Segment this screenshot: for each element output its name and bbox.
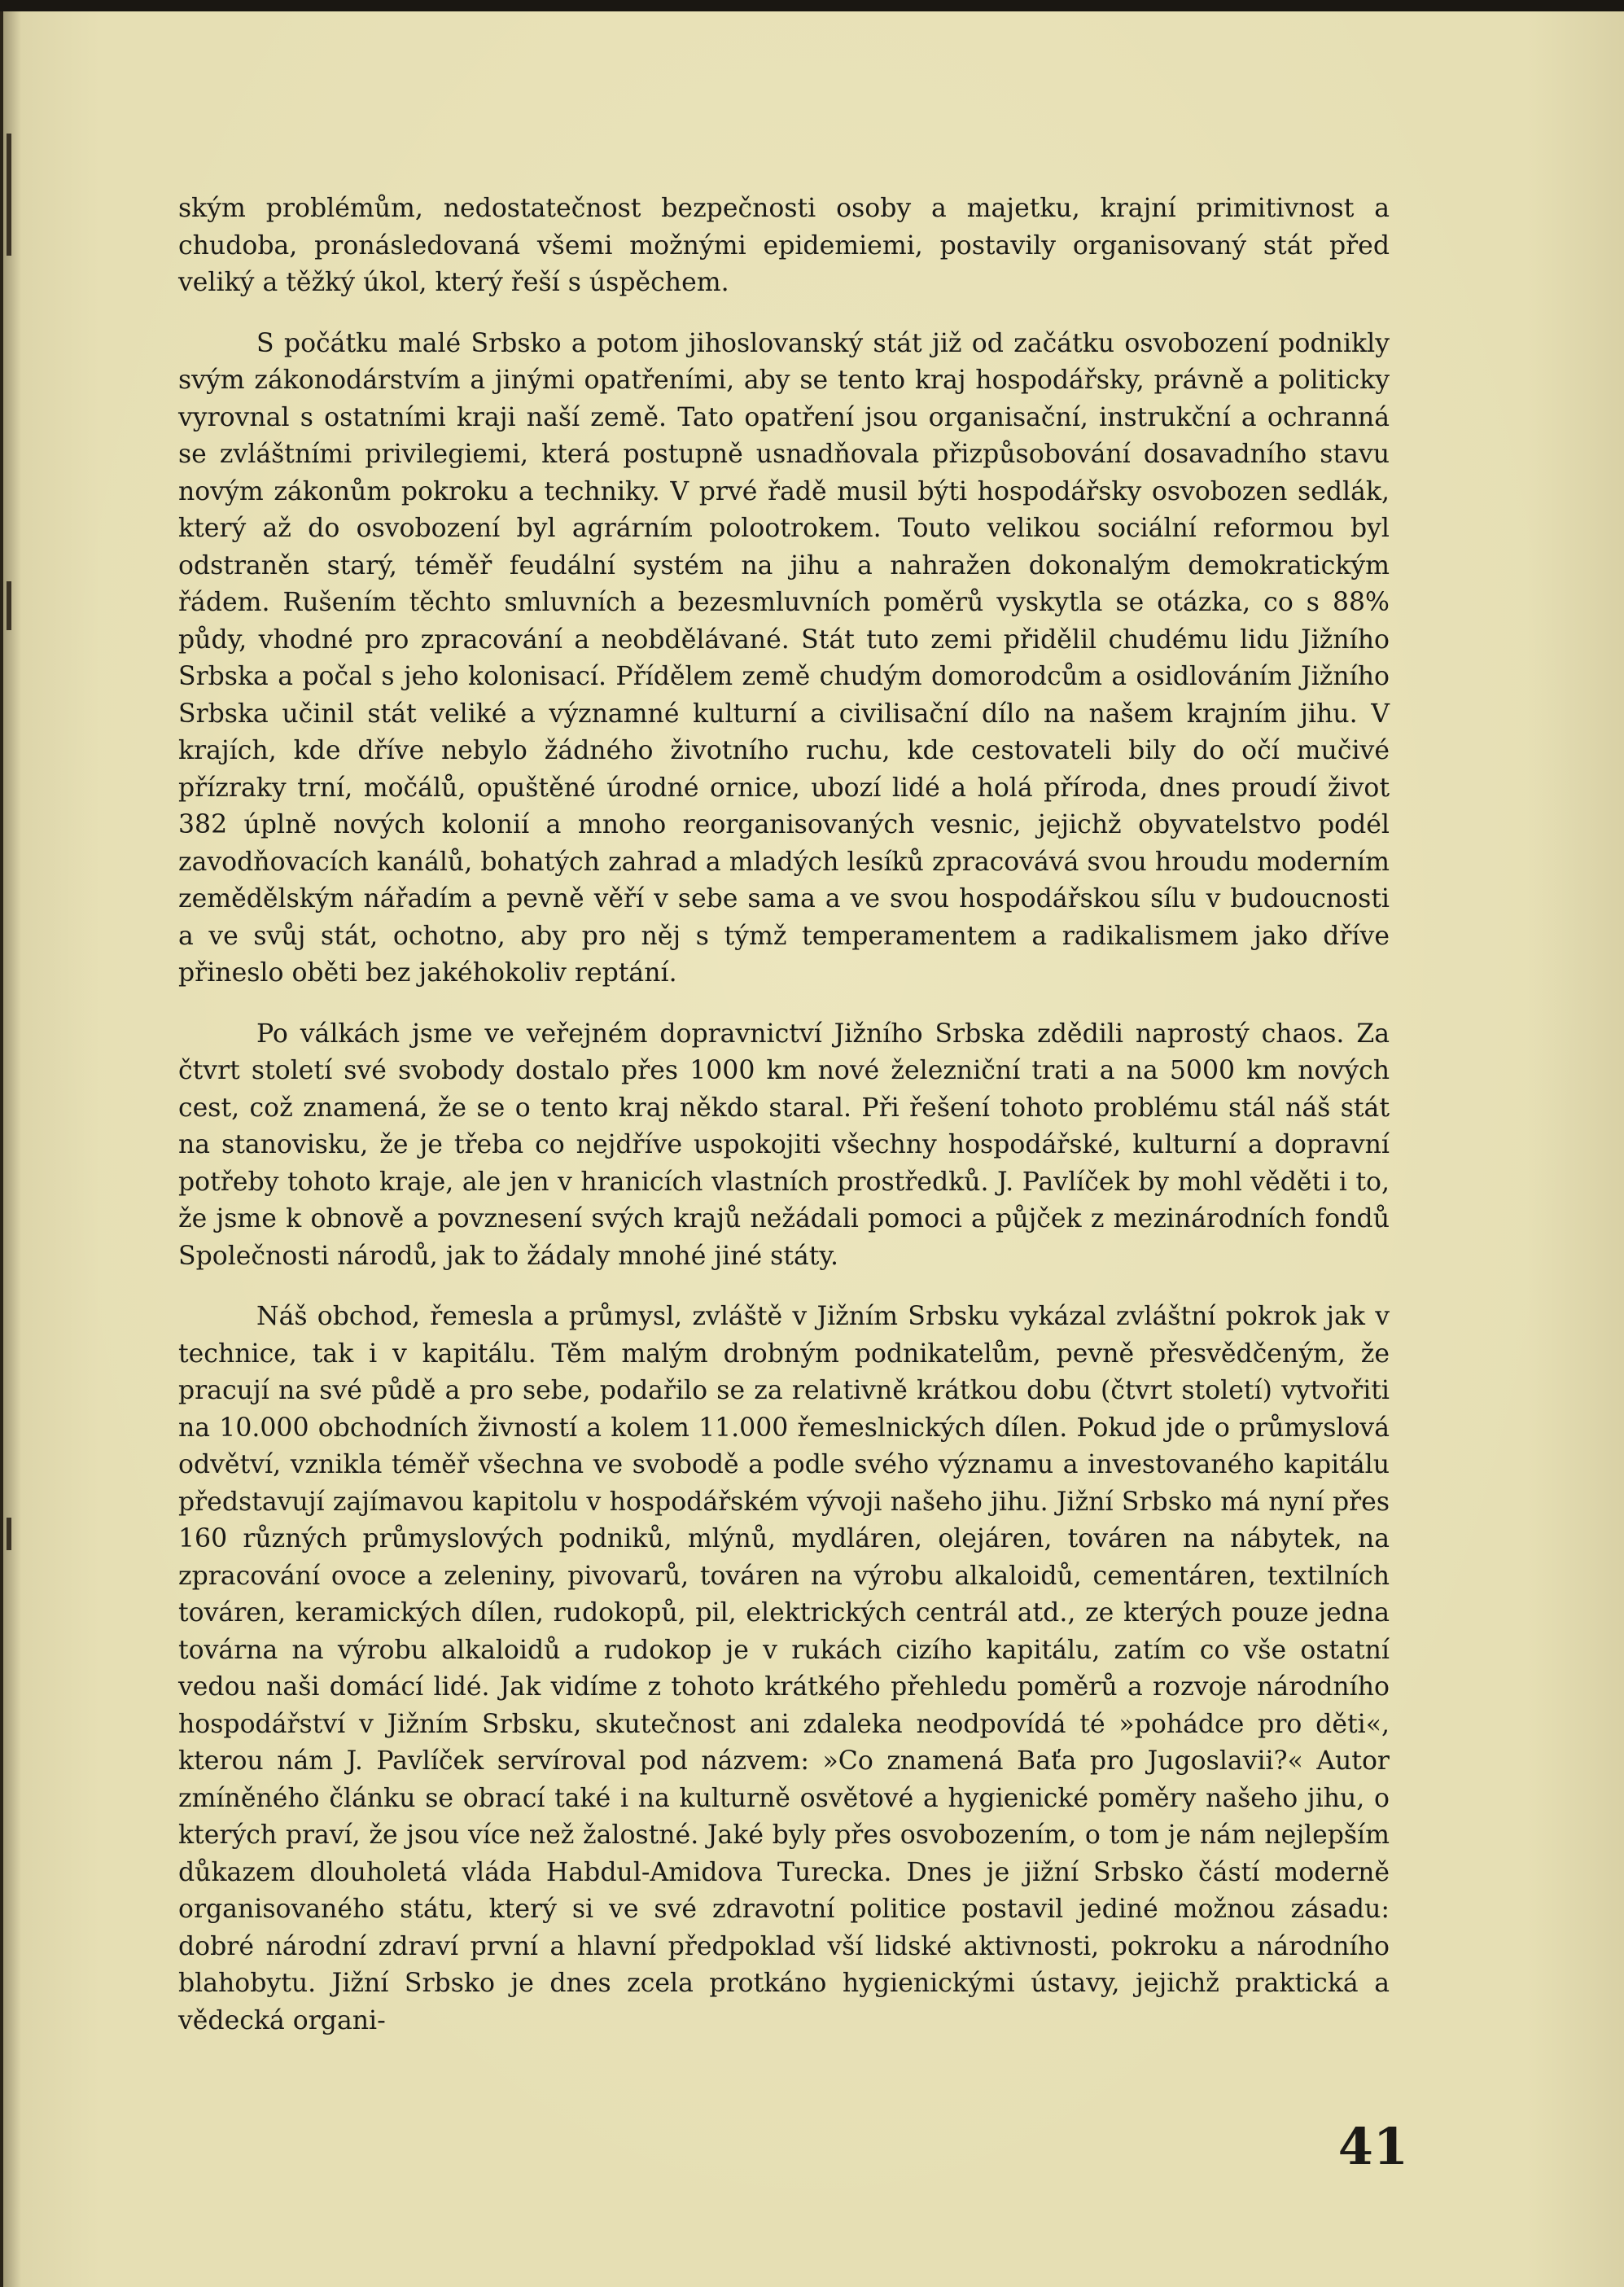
paragraph-2: S počátku malé Srbsko a potom jihoslovanský stát již od začátku osvobození podnikly svým zákonodárstvím a jinými opatřeními, aby se tento kraj hospodářsky, právně a politicky vyrovnal s ostatními kraji naší země. Tato opatření jsou organisační, instrukční a ochranná se zvláštními privilegiemi, která postupně usnadňovala přizpůsobování dosavadního stavu novým zákonům pokroku a techniky. V prvé řadě musil býti hospodářsky osvobozen sedlák, který až do osvobození byl agrárním polootrokem. Touto velikou sociální reformou byl odstraněn starý, téměř feudální systém na jihu a nahražen dokonalým demokratickým řádem. Rušením těchto smluvních a bezesmluvních poměrů vyskytla se otázka, co s 88% půdy, vhodné pro zpracování a neobdělávané. Stát tuto zemi přidělil chudému lidu Jižního Srbska a počal s jeho kolonisací. Přídělem země chudým domorodcům a osidlováním Jižního Srbska učinil stát veliké a významné kulturní a civilisační dílo na našem krajním jihu. V krajích, kde dříve nebylo žádného životního ruchu, kde cestovateli bily do očí mučivé přízraky trní, močálů, opuštěné úrodné ornice, ubozí lidé a holá příroda, dnes proudí život 382 úplně nových kolonií a mnoho reorganisovaných vesnic, jejichž obyvatelstvo podél zavodňovacích kanálů, bohatých zahrad a mladých lesíků zpracovává svou hroudu moderním zemědělským nářadím a pevně věří v sebe sama a ve svou hospodářskou sílu v budoucnosti a ve svůj stát, ochotno, aby pro něj s týmž temperamentem a radikalismem jako dříve přineslo oběti bez jakéhokoliv reptání. (178, 328, 1390, 988)
book-page (0, 11, 1624, 2287)
edge-mark (7, 581, 11, 630)
paragraph-1: ským problémům, nedostatečnost bezpečnosti osoby a majetku, krajní primitivnost a chudoba, pronásledovaná všemi možnými epidemiemi, postavily organisovaný stát před veliký a těžký úkol, který řeší s úspěchem. (178, 194, 1390, 297)
page-number: 41 (1337, 2117, 1408, 2176)
edge-mark (7, 134, 11, 256)
edge-mark (7, 1518, 11, 1550)
body-text (178, 191, 1390, 2063)
paragraph-3: Po válkách jsme ve veřejném dopravnictví Jižního Srbska zdědili naprostý chaos. Za čtvrt století své svobody dostalo přes 1000 km nové železniční trati a na 5000 km nových cest, což znamená, že se o tento kraj někdo staral. Při řešení tohoto problému stál náš stát na stanovisku, že je třeba co nejdříve uspokojiti všechny hospodářské, kulturní a dopravní potřeby tohoto kraje, ale jen v hranicích vlastních prostředků. J. Pavlíček by mohl věděti i to, že jsme k obnově a povznesení svých krajů nežádali pomoci a půjček z mezinárodních fondů Společnosti národů, jak to žádaly mnohé jiné státy. (178, 1019, 1390, 1271)
paragraph-4: Náš obchod, řemesla a průmysl, zvláště v Jižním Srbsku vykázal zvláštní pokrok jak v technice, tak i v kapitálu. Těm malým drobným podnikatelům, pevně přesvědčeným, že pracují na své půdě a pro sebe, podařilo se za relativně krátkou dobu (čtvrt století) vytvořiti na 10.000 obchodních živností a kolem 11.000 řemeslnických dílen. Pokud jde o průmyslová odvětví, vznikla téměř všechna ve svobodě a podle svého významu a investovaného kapitálu představují zajímavou kapitolu v hospodářském vývoji našeho jihu. Jižní Srbsko má nyní přes 160 různých průmyslových podniků, mlýnů, mydláren, olejáren, továren na nábytek, na zpracování ovoce a zeleniny, pivovarů, továren na výrobu alkaloidů, cementáren, textilních továren, keramických dílen, rudokopů, pil, elektrických centrál atd., ze kterých pouze jedna továrna na výrobu alkaloidů a rudokop je v rukách cizího kapitálu, zatím co vše ostatní vedou naši domácí lidé. Jak vidíme z tohoto krátkého přehledu poměrů a rozvoje národního hospodářství v Jižním Srbsku, skutečnost ani zdaleka neodpovídá té »pohádce pro děti«, kterou nám J. Pavlíček servíroval pod názvem: »Co znamená Baťa pro Jugoslavii?« Autor zmíněného článku se obrací také i na kulturně osvětové a hygienické poměry našeho jihu, o kterých praví, že jsou více než žalostné. Jaké byly přes osvobozením, o tom je nám nejlepším důkazem dlouholetá vláda Habdul-Amidova Turecka. Dnes je jižní Srbsko částí moderně organisovaného státu, který si ve své zdravotní politice postavil jediné možnou zásadu: dobré národní zdraví první a hlavní předpoklad vší lidské aktivnosti, pokroku a národního blahobytu. Jižní Srbsko je dnes zcela protkáno hygienickými ústavy, jejichž praktická a vědecká organi- (178, 1302, 1390, 2035)
binding-shadow (3, 11, 21, 2287)
